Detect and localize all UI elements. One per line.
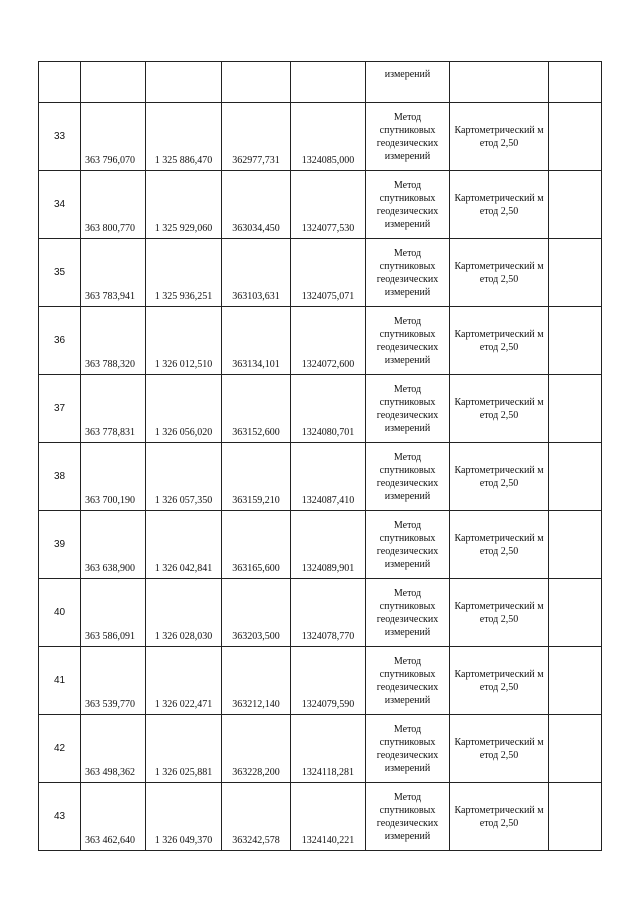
method-text: Метод спутниковых геодезических измерений [376, 315, 439, 366]
accuracy-cell [450, 307, 549, 375]
coord-y: 1 326 049,370 [146, 783, 222, 851]
coord-y2: 1324080,701 [291, 375, 366, 443]
coord-y: 1 326 012,510 [146, 307, 222, 375]
coord-y2: 1324075,071 [291, 239, 366, 307]
cell-empty [549, 239, 602, 307]
cell-empty [222, 62, 291, 103]
accuracy-text: Картометрический метод 2,50 [454, 328, 544, 353]
cell-empty [549, 171, 602, 239]
cell-empty [549, 443, 602, 511]
coord-x2: 363134,101 [222, 307, 291, 375]
coord-y2: 1324118,281 [291, 715, 366, 783]
coord-x-text: 363 800,770 [85, 223, 135, 234]
coord-x [81, 239, 146, 307]
coord-y2: 1324078,770 [291, 579, 366, 647]
coord-x2: 363152,600 [222, 375, 291, 443]
table-row [39, 375, 602, 443]
method-cell [366, 443, 450, 511]
cell-empty [146, 62, 222, 103]
point-number: 36 [39, 307, 81, 375]
method-cell [366, 647, 450, 715]
coord-y2: 1324072,600 [291, 307, 366, 375]
table-row [39, 171, 602, 239]
point-number: 33 [39, 103, 81, 171]
coord-x-text: 363 586,091 [85, 631, 135, 642]
coord-x [81, 783, 146, 851]
coord-x-text: 363 788,320 [85, 359, 135, 370]
method-cell [366, 307, 450, 375]
method-text: Метод спутниковых геодезических измерений [376, 655, 439, 706]
accuracy-text: Картометрический метод 2,50 [454, 192, 544, 217]
coord-x [81, 375, 146, 443]
coord-y: 1 326 028,030 [146, 579, 222, 647]
accuracy-text: Картометрический метод 2,50 [454, 736, 544, 761]
table-body [39, 62, 602, 851]
coord-y2: 1324079,590 [291, 647, 366, 715]
accuracy-cell [450, 579, 549, 647]
cell-empty [549, 715, 602, 783]
accuracy-cell [450, 647, 549, 715]
accuracy-cell [450, 171, 549, 239]
table-row [39, 647, 602, 715]
table-row [39, 443, 602, 511]
accuracy-text: Картометрический метод 2,50 [454, 260, 544, 285]
table-row [39, 103, 602, 171]
coord-y: 1 325 929,060 [146, 171, 222, 239]
coord-x2: 363242,578 [222, 783, 291, 851]
accuracy-text: Картометрический метод 2,50 [454, 804, 544, 829]
method-text: Метод спутниковых геодезических измерений [376, 383, 439, 434]
method-text: Метод спутниковых геодезических измерений [376, 723, 439, 774]
table-row [39, 715, 602, 783]
accuracy-cell [450, 239, 549, 307]
accuracy-cell [450, 375, 549, 443]
coord-x-text: 363 498,362 [85, 767, 135, 778]
coord-x [81, 579, 146, 647]
coord-x [81, 715, 146, 783]
accuracy-text: Картометрический метод 2,50 [454, 396, 544, 421]
method-cell [366, 103, 450, 171]
coord-x-text: 363 638,900 [85, 563, 135, 574]
coord-y: 1 326 042,841 [146, 511, 222, 579]
coord-x2: 363034,450 [222, 171, 291, 239]
method-text: Метод спутниковых геодезических измерений [376, 451, 439, 502]
point-number: 39 [39, 511, 81, 579]
accuracy-text: Картометрический метод 2,50 [454, 600, 544, 625]
cell-empty [39, 62, 81, 103]
accuracy-cell [450, 511, 549, 579]
method-cell [366, 511, 450, 579]
table-row [39, 579, 602, 647]
coord-x [81, 171, 146, 239]
cell-empty [291, 62, 366, 103]
coord-y: 1 326 056,020 [146, 375, 222, 443]
method-text: Метод спутниковых геодезических измерений [376, 791, 439, 842]
table-row [39, 783, 602, 851]
coord-x [81, 307, 146, 375]
coord-x2: 363228,200 [222, 715, 291, 783]
accuracy-text: Картометрический метод 2,50 [454, 532, 544, 557]
coord-x2: 363159,210 [222, 443, 291, 511]
coord-y: 1 325 886,470 [146, 103, 222, 171]
point-number: 40 [39, 579, 81, 647]
coord-x2: 363103,631 [222, 239, 291, 307]
coord-x2: 362977,731 [222, 103, 291, 171]
coord-x [81, 103, 146, 171]
coord-x [81, 511, 146, 579]
accuracy-cell [450, 715, 549, 783]
point-number: 41 [39, 647, 81, 715]
method-cell [366, 715, 450, 783]
coord-x-text: 363 783,941 [85, 291, 135, 302]
coord-y2: 1324089,901 [291, 511, 366, 579]
method-cell [366, 783, 450, 851]
coord-y2: 1324140,221 [291, 783, 366, 851]
coordinates-table [38, 61, 602, 851]
point-number: 34 [39, 171, 81, 239]
method-text: Метод спутниковых геодезических измерений [376, 519, 439, 570]
accuracy-text: Картометрический метод 2,50 [454, 124, 544, 149]
method-cell [366, 375, 450, 443]
coord-y2: 1324085,000 [291, 103, 366, 171]
coord-x2: 363212,140 [222, 647, 291, 715]
accuracy-text: Картометрический метод 2,50 [454, 464, 544, 489]
coord-x-text: 363 462,640 [85, 835, 135, 846]
coord-y: 1 325 936,251 [146, 239, 222, 307]
method-text: Метод спутниковых геодезических измерений [376, 247, 439, 298]
cell-empty [549, 783, 602, 851]
point-number: 35 [39, 239, 81, 307]
cell-empty [549, 375, 602, 443]
table-row [39, 239, 602, 307]
point-number: 43 [39, 783, 81, 851]
method-text: Метод спутниковых геодезических измерений [376, 587, 439, 638]
cell-empty [549, 103, 602, 171]
cell-empty [549, 511, 602, 579]
cell-empty [81, 62, 146, 103]
cell-empty [549, 647, 602, 715]
coord-y2: 1324087,410 [291, 443, 366, 511]
cell-empty [450, 62, 549, 103]
point-number: 37 [39, 375, 81, 443]
coord-y: 1 326 022,471 [146, 647, 222, 715]
point-number: 38 [39, 443, 81, 511]
coord-x [81, 647, 146, 715]
continuation-row [39, 62, 602, 103]
coord-y: 1 326 057,350 [146, 443, 222, 511]
coord-y2: 1324077,530 [291, 171, 366, 239]
method-text: Метод спутниковых геодезических измерений [376, 179, 439, 230]
method-cell [366, 239, 450, 307]
coord-x2: 363203,500 [222, 579, 291, 647]
method-cell [366, 171, 450, 239]
coord-x2: 363165,600 [222, 511, 291, 579]
coord-x-text: 363 778,831 [85, 427, 135, 438]
table-row [39, 307, 602, 375]
coord-x-text: 363 796,070 [85, 155, 135, 166]
point-number: 42 [39, 715, 81, 783]
table-row [39, 511, 602, 579]
method-text: Метод спутниковых геодезических измерений [376, 111, 439, 162]
cell-empty [549, 579, 602, 647]
accuracy-text: Картометрический метод 2,50 [454, 668, 544, 693]
coord-x [81, 443, 146, 511]
coord-x-text: 363 539,770 [85, 699, 135, 710]
accuracy-cell [450, 783, 549, 851]
coord-y: 1 326 025,881 [146, 715, 222, 783]
accuracy-cell [450, 443, 549, 511]
cell-method-tail: измерений [366, 62, 450, 103]
cell-empty [549, 307, 602, 375]
method-cell [366, 579, 450, 647]
coord-x-text: 363 700,190 [85, 495, 135, 506]
cell-empty [549, 62, 602, 103]
accuracy-cell [450, 103, 549, 171]
